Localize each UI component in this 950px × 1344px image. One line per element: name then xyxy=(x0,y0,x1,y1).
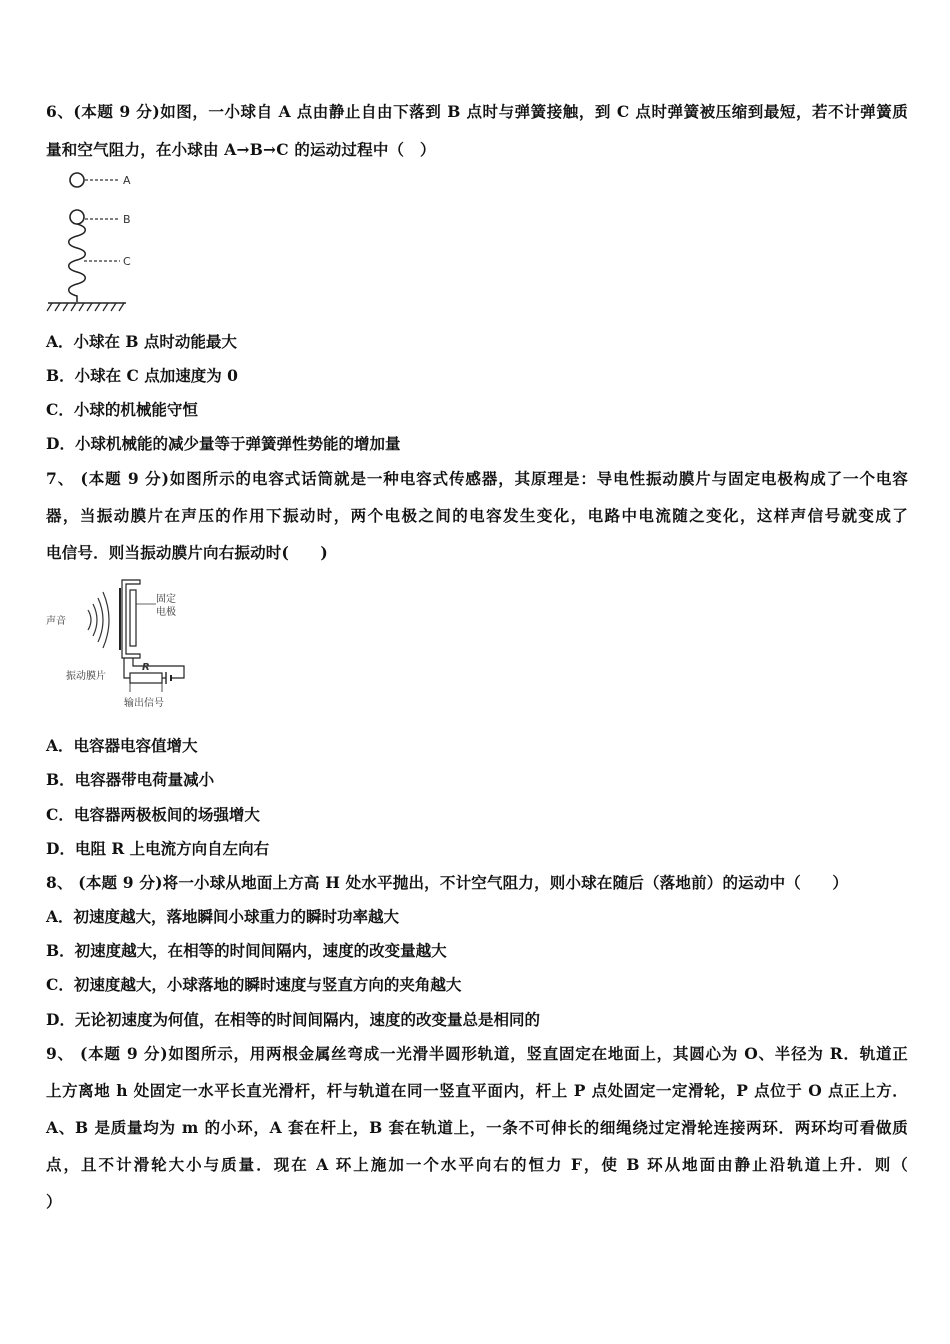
q8-option-c: C．初速度越大，小球落地的瞬时速度与竖直方向的夹角越大 xyxy=(46,975,462,994)
label-sound: 声音 xyxy=(46,616,66,627)
q7-option-c: C．电容器两极板间的场强增大 xyxy=(46,805,260,824)
ball-at-a xyxy=(70,173,84,187)
q8-option-a: A．初速度越大，落地瞬间小球重力的瞬时功率越大 xyxy=(46,907,400,926)
sound-waves xyxy=(88,592,109,648)
resistor xyxy=(130,673,162,683)
q7-text-line2: 器，当振动膜片在声压的作用下振动时，两个电极之间的电容发生变化，电路中电流随之变化，这样声信号就变成了 xyxy=(46,506,908,525)
q7-text-line3: 电信号．则当振动膜片向右振动时( ) xyxy=(46,543,328,562)
q8-text-line1: 8、 (本题 9 分)将一小球从地面上方高 H 处水平抛出，不计空气阻力，则小球在随后（落地前）的运动中（ ） xyxy=(46,873,849,892)
label-r: R xyxy=(142,662,150,673)
spring xyxy=(69,224,86,302)
q6-text-line2: 量和空气阻力，在小球由 A→B→C 的运动过程中（ ） xyxy=(46,140,436,159)
q6-text-line1: 6、(本题 9 分)如图，一小球自 A 点由静止自由下落到 B 点时与弹簧接触，到 C 点时弹簧被压缩到最短，若不计弹簧质 xyxy=(46,102,908,121)
label-b: B xyxy=(123,213,131,226)
q7-text-line1: 7、 (本题 9 分)如图所示的电容式话筒就是一种电容式传感器，其原理是：导电性振动膜片与固定电极构成了一个电容 xyxy=(46,469,908,488)
q6-option-b: B．小球在 C 点加速度为 0 xyxy=(46,366,238,385)
q9-text-line4: 点，且不计滑轮大小与质量．现在 A 环上施加一个水平向右的恒力 F，使 B 环从地面由静止沿轨道上升．则（ xyxy=(46,1155,908,1174)
label-fixed-1: 固定 xyxy=(156,594,176,605)
label-output: 输出信号 xyxy=(124,698,164,709)
q9-text-line5: ） xyxy=(46,1192,62,1211)
label-diaphragm: 振动膜片 xyxy=(66,671,106,682)
q7-option-d: D．电阻 R 上电流方向自左向右 xyxy=(46,839,270,858)
q8-option-d: D．无论初速度为何值，在相等的时间间隔内，速度的改变量总是相同的 xyxy=(46,1010,540,1029)
q9-text-line2: 上方离地 h 处固定一水平长直光滑杆，杆与轨道在同一竖直平面内，杆上 P 点处固定一定滑轮，P 点位于 O 点正上方． xyxy=(46,1081,908,1100)
q9-text-line3: A、B 是质量均为 m 的小环，A 套在杆上，B 套在轨道上，一条不可伸长的细绳绕过定滑轮连接两环．两环均可看做质 xyxy=(46,1118,908,1137)
q6-option-c: C．小球的机械能守恒 xyxy=(46,400,198,419)
label-fixed-2: 电极 xyxy=(156,607,176,618)
label-a: A xyxy=(123,174,131,187)
q8-option-b: B．初速度越大，在相等的时间间隔内，速度的改变量越大 xyxy=(46,941,447,960)
q7-option-a: A．电容器电容值增大 xyxy=(46,736,198,755)
q7-option-b: B．电容器带电荷量减小 xyxy=(46,770,215,789)
q7-microphone-figure xyxy=(44,574,204,714)
q6-spring-figure xyxy=(44,166,144,314)
q6-option-a: A．小球在 B 点时动能最大 xyxy=(46,332,237,351)
label-c: C xyxy=(123,255,131,268)
q9-text-line1: 9、 (本题 9 分)如图所示，用两根金属丝弯成一光滑半圆形轨道，竖直固定在地面上，其圆心为 O、半径为 R．轨道正 xyxy=(46,1044,908,1063)
q6-option-d: D．小球机械能的减少量等于弹簧弹性势能的增加量 xyxy=(46,434,401,453)
ball-at-b xyxy=(70,210,84,224)
fixed-electrode xyxy=(130,590,136,646)
